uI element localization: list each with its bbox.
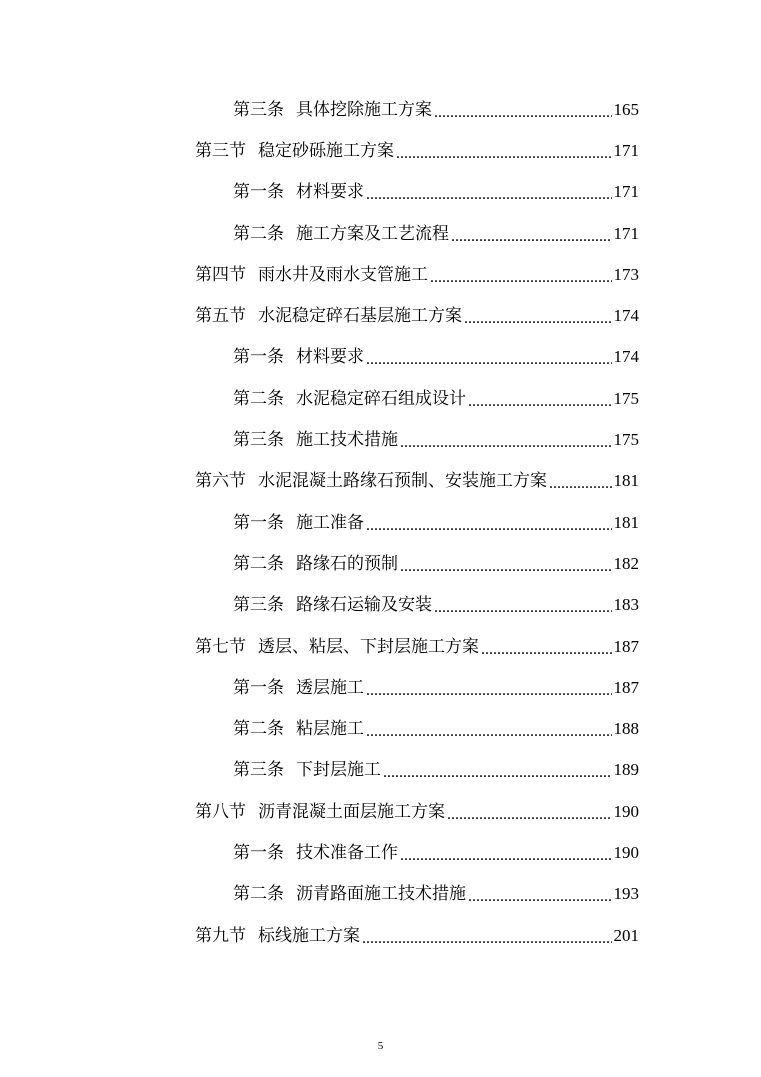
toc-entry-label: 第三条 [233,99,284,120]
toc-dot-leader [366,681,612,701]
toc-article-entry [0,502,639,543]
toc-entry-title: 沥青路面施工技术措施 [296,884,466,905]
toc-entry-title: 路缘石的预制 [296,553,398,574]
toc-entry-label: 第三条 [233,430,284,451]
toc-dot-leader [396,144,612,164]
toc-entry-label: 第九节 [195,925,246,946]
toc-section-entry [0,254,639,295]
toc-entry-page-number: 165 [613,99,639,119]
toc-entry-label: 第一条 [233,512,284,533]
toc-entry-label: 第二条 [233,884,284,905]
toc-entry-page-number: 193 [613,884,639,904]
toc-entry-label: 第二条 [233,553,284,574]
toc-entry-page-number: 175 [613,430,639,450]
toc-dot-leader [366,350,612,370]
toc-article-entry [0,419,639,460]
toc-entry-page-number: 190 [613,801,639,821]
toc-dot-leader [549,474,612,494]
toc-entry-label: 第五节 [195,306,246,327]
toc-entry-title: 下封层施工 [296,760,381,781]
toc-entry-label: 第八节 [195,801,246,822]
toc-entry-title: 施工方案及工艺流程 [296,223,449,244]
toc-section-entry [0,626,639,667]
toc-dot-leader [468,887,612,907]
toc-entry-title: 标线施工方案 [258,925,360,946]
toc-dot-leader [451,227,612,247]
toc-entry-title: 水泥混凝土路缘石预制、安装施工方案 [258,471,547,492]
toc-article-entry [0,832,639,873]
toc-entry-label: 第一条 [233,842,284,863]
toc-article-entry [0,585,639,626]
toc-article-entry [0,89,639,130]
toc-section-entry [0,461,639,502]
toc-entry-page-number: 189 [613,760,639,780]
toc-dot-leader [434,598,612,618]
toc-entry-label: 第七节 [195,636,246,657]
toc-entry-page-number: 174 [613,347,639,367]
toc-dot-leader [362,929,612,949]
toc-entry-page-number: 171 [613,182,639,202]
toc-section-entry [0,915,639,956]
toc-article-entry [0,708,639,749]
toc-entry-title: 施工准备 [296,512,364,533]
toc-entry-title: 透层施工 [296,677,364,698]
toc-entry-title: 稳定砂砾施工方案 [258,140,394,161]
toc-entry-title: 沥青混凝土面层施工方案 [258,801,445,822]
toc-entry-page-number: 173 [613,264,639,284]
toc-dot-leader [468,392,612,412]
toc-dot-leader [366,722,612,742]
toc-entry-title: 雨水井及雨水支管施工 [258,264,428,285]
toc-entry-label: 第二条 [233,223,284,244]
toc-entry-page-number: 181 [613,471,639,491]
toc-dot-leader [383,763,612,783]
toc-entry-page-number: 183 [613,595,639,615]
toc-article-entry [0,874,639,915]
toc-article-entry [0,750,639,791]
toc-article-entry [0,172,639,213]
toc-dot-leader [434,103,612,123]
toc-dot-leader [400,557,612,577]
toc-entry-title: 透层、粘层、下封层施工方案 [258,636,479,657]
toc-dot-leader [400,846,612,866]
toc-entry-page-number: 190 [613,842,639,862]
toc-entry-page-number: 171 [613,140,639,160]
toc-dot-leader [366,516,612,536]
toc-entry-title: 具体挖除施工方案 [296,99,432,120]
toc-entry-page-number: 182 [613,553,639,573]
toc-dot-leader [481,640,612,660]
toc-entry-title: 材料要求 [296,347,364,368]
toc-entry-label: 第四节 [195,264,246,285]
toc-dot-leader [400,433,612,453]
toc-entry-label: 第三条 [233,760,284,781]
toc-dot-leader [430,268,612,288]
toc-dot-leader [366,185,612,205]
toc-entry-label: 第二条 [233,388,284,409]
toc-article-entry [0,543,639,584]
toc-entry-title: 粘层施工 [296,719,364,740]
toc-entry-title: 水泥稳定碎石组成设计 [296,388,466,409]
toc-entry-title: 施工技术措施 [296,430,398,451]
toc-entry-label: 第六节 [195,471,246,492]
toc-entry-page-number: 188 [613,719,639,739]
toc-entry-title: 技术准备工作 [296,842,398,863]
toc-entry-page-number: 175 [613,388,639,408]
toc-entry-label: 第一条 [233,677,284,698]
toc-section-entry [0,130,639,171]
toc-entry-title: 材料要求 [296,182,364,203]
toc-article-entry [0,378,639,419]
page-number: 5 [377,1040,384,1052]
toc-entry-label: 第一条 [233,347,284,368]
toc-entry-page-number: 181 [613,512,639,532]
table-of-contents [0,89,761,956]
toc-section-entry [0,791,639,832]
toc-entry-title: 水泥稳定碎石基层施工方案 [258,306,462,327]
toc-entry-page-number: 174 [613,306,639,326]
toc-article-entry [0,213,639,254]
toc-entry-page-number: 187 [613,677,639,697]
toc-entry-label: 第三条 [233,595,284,616]
toc-dot-leader [464,309,612,329]
toc-entry-title: 路缘石运输及安装 [296,595,432,616]
toc-entry-label: 第三节 [195,140,246,161]
toc-article-entry [0,667,639,708]
toc-entry-page-number: 171 [613,223,639,243]
toc-entry-label: 第一条 [233,182,284,203]
toc-entry-page-number: 201 [613,925,639,945]
toc-entry-page-number: 187 [613,636,639,656]
toc-dot-leader [447,805,612,825]
toc-article-entry [0,337,639,378]
toc-section-entry [0,295,639,336]
toc-entry-label: 第二条 [233,719,284,740]
